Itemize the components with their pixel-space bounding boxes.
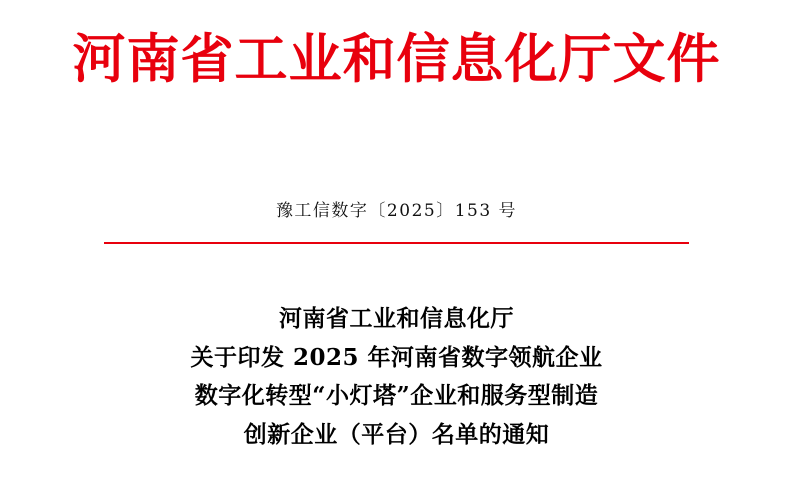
title-line-3: 数字化转型“小灯塔”企业和服务型制造 [194, 382, 599, 410]
title-line-4: 创新企业（平台）名单的通知 [243, 420, 550, 448]
red-divider-rule [104, 242, 689, 244]
document-title [0, 300, 793, 455]
document-number: 豫工信数字〔2025〕153 号 [275, 201, 518, 221]
title-line-2: 关于印发 2025 年河南省数字领航企业 [190, 343, 603, 371]
document-masthead: 河南省工业和信息化厅文件 [72, 28, 721, 90]
title-line-1: 河南省工业和信息化厅 [279, 305, 514, 332]
